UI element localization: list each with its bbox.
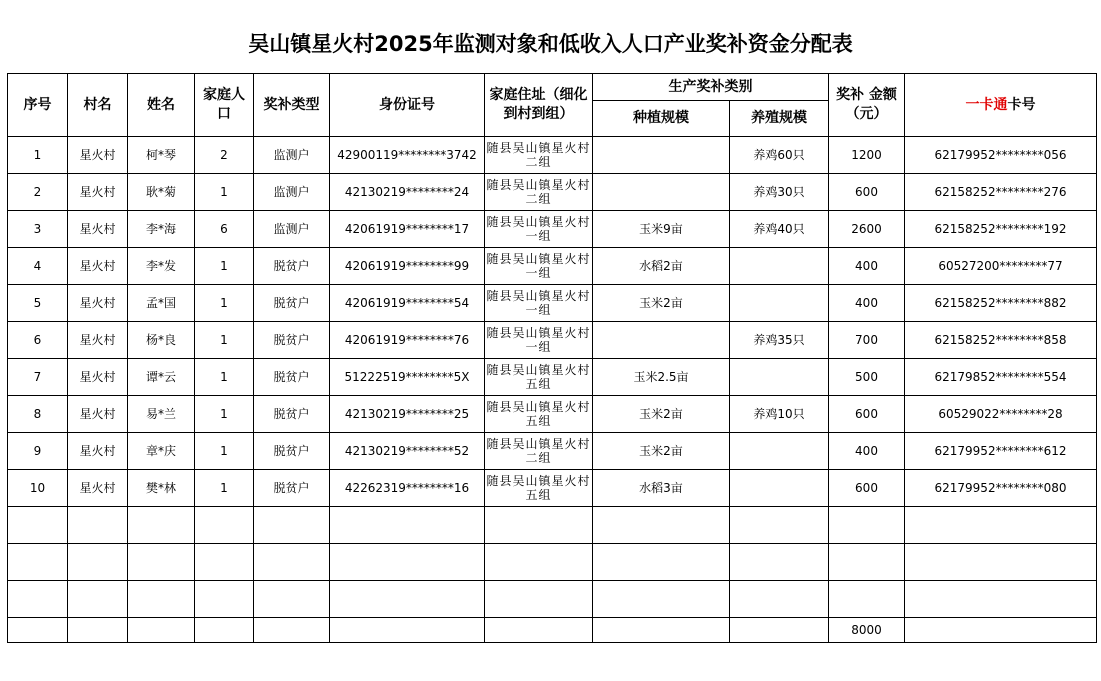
blank-cell [128,544,195,581]
blank-cell [195,507,254,544]
cell-subsidy-type: 脱贫户 [254,470,330,507]
cell-village: 星火村 [68,137,128,174]
table-row [8,174,1097,211]
blank-cell [68,507,128,544]
cell-subsidy-type: 脱贫户 [254,285,330,322]
cell-village: 星火村 [68,248,128,285]
cell-address: 随县吴山镇星火村一组 [485,211,593,248]
cell-planting: 水稻3亩 [593,470,730,507]
cell-seq: 2 [8,174,68,211]
blank-cell [8,581,68,618]
blank-cell [485,507,593,544]
header-id-number: 身份证号 [330,74,485,137]
blank-cell [905,618,1097,643]
cell-amount: 400 [829,433,905,470]
cell-id-number: 51222519********5X [330,359,485,396]
cell-planting: 水稻2亩 [593,248,730,285]
header-address: 家庭住址（细化到村到组） [485,74,593,137]
cell-breeding: 养鸡10只 [730,396,829,433]
blank-row [8,581,1097,618]
cell-amount: 400 [829,285,905,322]
cell-id-number: 42130219********24 [330,174,485,211]
cell-subsidy-type: 监测户 [254,174,330,211]
cell-address: 随县吴山镇星火村五组 [485,396,593,433]
blank-cell [195,618,254,643]
cell-amount: 400 [829,248,905,285]
cell-planting: 玉米2亩 [593,285,730,322]
cell-seq: 8 [8,396,68,433]
cell-family-size: 1 [195,359,254,396]
cell-planting [593,174,730,211]
cell-village: 星火村 [68,359,128,396]
cell-subsidy-type: 脱贫户 [254,433,330,470]
cell-family-size: 6 [195,211,254,248]
blank-cell [730,544,829,581]
total-amount: 8000 [829,618,905,643]
cell-card: 62158252********276 [905,174,1097,211]
blank-cell [68,618,128,643]
cell-village: 星火村 [68,433,128,470]
blank-cell [593,507,730,544]
table-row [8,470,1097,507]
cell-village: 星火村 [68,211,128,248]
table-row [8,396,1097,433]
cell-seq: 4 [8,248,68,285]
header-family-size: 家庭人口 [195,74,254,137]
cell-family-size: 1 [195,248,254,285]
header-name: 姓名 [128,74,195,137]
cell-amount: 600 [829,174,905,211]
header-subsidy-type: 奖补类型 [254,74,330,137]
cell-name: 樊*林 [128,470,195,507]
header-card-red: 一卡通 [965,96,1008,113]
cell-village: 星火村 [68,396,128,433]
blank-cell [330,544,485,581]
blank-cell [8,507,68,544]
cell-village: 星火村 [68,322,128,359]
table-row [8,322,1097,359]
cell-family-size: 1 [195,470,254,507]
cell-address: 随县吴山镇星火村二组 [485,433,593,470]
blank-cell [128,507,195,544]
blank-cell [905,544,1097,581]
cell-address: 随县吴山镇星火村五组 [485,470,593,507]
cell-card: 62179952********056 [905,137,1097,174]
cell-address: 随县吴山镇星火村二组 [485,137,593,174]
cell-planting: 玉米2亩 [593,396,730,433]
cell-breeding [730,248,829,285]
header-breeding: 养殖规模 [730,101,829,137]
blank-cell [730,581,829,618]
table-row [8,248,1097,285]
cell-id-number: 42900119********3742 [330,137,485,174]
cell-subsidy-type: 脱贫户 [254,248,330,285]
cell-card: 62179952********080 [905,470,1097,507]
cell-name: 杨*良 [128,322,195,359]
header-category-group: 生产奖补类别 [593,74,829,101]
cell-planting: 玉米2亩 [593,433,730,470]
cell-name: 李*发 [128,248,195,285]
cell-id-number: 42262319********16 [330,470,485,507]
cell-name: 易*兰 [128,396,195,433]
blank-cell [593,581,730,618]
cell-seq: 9 [8,433,68,470]
cell-amount: 700 [829,322,905,359]
total-row [8,618,1097,643]
cell-planting [593,322,730,359]
cell-breeding: 养鸡35只 [730,322,829,359]
header-planting: 种植规模 [593,101,730,137]
blank-cell [68,544,128,581]
cell-id-number: 42130219********52 [330,433,485,470]
cell-amount: 600 [829,470,905,507]
header-card [905,74,1097,137]
cell-card: 62179952********612 [905,433,1097,470]
cell-card: 62158252********858 [905,322,1097,359]
cell-village: 星火村 [68,174,128,211]
blank-cell [330,581,485,618]
blank-cell [128,581,195,618]
blank-cell [485,581,593,618]
header-village: 村名 [68,74,128,137]
blank-cell [730,507,829,544]
blank-cell [254,618,330,643]
cell-id-number: 42130219********25 [330,396,485,433]
header-seq: 序号 [8,74,68,137]
blank-cell [829,544,905,581]
cell-family-size: 1 [195,396,254,433]
header-card-rest: 卡号 [1007,96,1036,113]
cell-id-number: 42061919********54 [330,285,485,322]
cell-breeding [730,433,829,470]
cell-subsidy-type: 脱贫户 [254,359,330,396]
cell-amount: 2600 [829,211,905,248]
table-row [8,433,1097,470]
blank-cell [254,507,330,544]
cell-breeding: 养鸡60只 [730,137,829,174]
cell-amount: 500 [829,359,905,396]
cell-seq: 7 [8,359,68,396]
cell-card: 62158252********882 [905,285,1097,322]
blank-cell [730,618,829,643]
header-amount: 奖补 金额（元） [829,74,905,137]
blank-cell [829,507,905,544]
cell-family-size: 1 [195,433,254,470]
cell-amount: 1200 [829,137,905,174]
cell-family-size: 1 [195,285,254,322]
cell-breeding [730,470,829,507]
cell-name: 李*海 [128,211,195,248]
cell-planting: 玉米2.5亩 [593,359,730,396]
cell-amount: 600 [829,396,905,433]
cell-id-number: 42061919********76 [330,322,485,359]
cell-seq: 3 [8,211,68,248]
blank-cell [593,544,730,581]
cell-id-number: 42061919********99 [330,248,485,285]
cell-address: 随县吴山镇星火村一组 [485,322,593,359]
cell-seq: 1 [8,137,68,174]
cell-card: 60527200********77 [905,248,1097,285]
blank-cell [593,618,730,643]
blank-cell [68,581,128,618]
cell-address: 随县吴山镇星火村五组 [485,359,593,396]
cell-breeding: 养鸡40只 [730,211,829,248]
cell-address: 随县吴山镇星火村二组 [485,174,593,211]
cell-address: 随县吴山镇星火村一组 [485,285,593,322]
blank-cell [195,581,254,618]
table-row [8,137,1097,174]
cell-village: 星火村 [68,470,128,507]
cell-subsidy-type: 监测户 [254,211,330,248]
blank-cell [195,544,254,581]
table-row [8,211,1097,248]
cell-village: 星火村 [68,285,128,322]
cell-planting: 玉米9亩 [593,211,730,248]
table-row [8,359,1097,396]
cell-seq: 6 [8,322,68,359]
blank-cell [330,507,485,544]
cell-breeding: 养鸡30只 [730,174,829,211]
cell-name: 谭*云 [128,359,195,396]
blank-row [8,544,1097,581]
table-row [8,285,1097,322]
cell-subsidy-type: 脱贫户 [254,322,330,359]
blank-cell [905,507,1097,544]
blank-cell [485,618,593,643]
cell-seq: 5 [8,285,68,322]
page-title: 吴山镇星火村2025年监测对象和低收入人口产业奖补资金分配表 [248,32,853,56]
cell-address: 随县吴山镇星火村一组 [485,248,593,285]
cell-card: 62158252********192 [905,211,1097,248]
blank-cell [829,581,905,618]
blank-cell [905,581,1097,618]
cell-name: 耿*菊 [128,174,195,211]
cell-id-number: 42061919********17 [330,211,485,248]
cell-family-size: 1 [195,174,254,211]
cell-name: 孟*国 [128,285,195,322]
blank-cell [254,544,330,581]
blank-cell [485,544,593,581]
cell-breeding [730,285,829,322]
blank-cell [8,618,68,643]
cell-subsidy-type: 监测户 [254,137,330,174]
cell-name: 柯*琴 [128,137,195,174]
cell-family-size: 1 [195,322,254,359]
blank-cell [128,618,195,643]
blank-cell [330,618,485,643]
cell-planting [593,137,730,174]
blank-cell [254,581,330,618]
cell-card: 60529022********28 [905,396,1097,433]
cell-seq: 10 [8,470,68,507]
blank-row [8,507,1097,544]
cell-name: 章*庆 [128,433,195,470]
cell-family-size: 2 [195,137,254,174]
cell-card: 62179852********554 [905,359,1097,396]
cell-subsidy-type: 脱贫户 [254,396,330,433]
allocation-table [7,73,1097,643]
cell-breeding [730,359,829,396]
blank-cell [8,544,68,581]
